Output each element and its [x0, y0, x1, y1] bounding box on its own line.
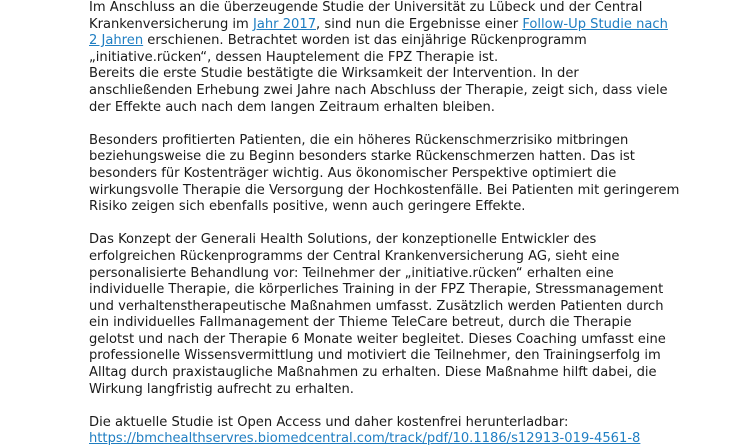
text-line: individuelle Therapie, die körperliches Training in der FPZ Therapie, Stressmanagement	[89, 282, 664, 298]
paragraph-concept	[89, 232, 739, 398]
text-line: Wirkung langfristig aufrecht zu erhalten.	[89, 381, 354, 397]
text-line: Bereits die erste Studie bestätigte die Wirksamkeit der Intervention. In der	[89, 66, 579, 82]
text-line: Besonders profitierten Patienten, die ein höheres Rückenschmerzrisiko mitbringen	[89, 132, 629, 148]
text-line: besonders für Kostenträger wichtig. Aus ökonomischer Perspektive optimiert die	[89, 165, 617, 181]
text-line: „initiative.rücken“, dessen Hauptelement die FPZ Therapie ist.	[89, 49, 499, 65]
text-line: Die aktuelle Studie ist Open Access und daher kostenfrei herunterladbar:	[89, 414, 569, 430]
text-line: ein individuelles Fallmanagement der Thieme TeleCare betreut, durch die Therapie	[89, 315, 632, 331]
link-study-pdf[interactable]: https://bmchealthservres.biomedcentral.com/track/pdf/10.1186/s12913-019-4561-8	[89, 431, 641, 447]
text-line: und verhaltenstherapeutische Maßnahmen umfasst. Zusätzlich werden Patienten durch	[89, 298, 664, 314]
text-line: 2 Jahren erschienen. Betrachtet worden ist das einjährige Rückenprogramm	[89, 33, 587, 49]
text-line: Alltag durch praxistaugliche Maßnahmen zu erhalten. Diese Maßnahme hilft dabei, die	[89, 365, 657, 381]
text-line: Im Anschluss an die überzeugende Studie der Universität zu Lübeck und der Central	[89, 0, 643, 15]
link-follow-up-study-continued[interactable]: 2 Jahren	[89, 33, 144, 49]
text-line: professionelle Wissensvermittlung und motiviert die Teilnehmer, den Trainingserfolg im	[89, 348, 661, 364]
text-line: Das Konzept der Generali Health Solutions, der konzeptionelle Entwickler des	[89, 232, 597, 248]
text-line: Krankenversicherung im Jahr 2017, sind nun die Ergebnisse einer Follow-Up Studie nach	[89, 16, 668, 32]
link-jahr-2017[interactable]: Jahr 2017	[252, 16, 317, 32]
text-line: Risiko zeigen sich ebenfalls positive, wenn auch geringere Effekte.	[89, 199, 526, 215]
text-line: beziehungsweise die zu Beginn besonders starke Rückenschmerzen hatten. Das ist	[89, 149, 635, 165]
paragraph-spacer	[89, 398, 739, 415]
text-line: der Effekte auch nach dem langen Zeitraum erhalten bleiben.	[89, 99, 495, 115]
text-line: wirkungsvolle Therapie die Versorgung der Hochkostenfälle. Bei Patienten mit geringerem	[89, 182, 680, 198]
paragraph-intro	[89, 0, 739, 116]
paragraph-spacer	[89, 216, 739, 233]
text-line: gelotst und nach der Therapie 6 Monate weiter begleitet. Dieses Coaching umfasst eine	[89, 331, 666, 347]
text-line: erfolgreichen Rückenprogramms der Central Krankenversicherung AG, sieht eine	[89, 248, 620, 264]
text-line: anschließenden Erhebung zwei Jahre nach Abschluss der Therapie, zeigt sich, dass viele	[89, 82, 668, 98]
text-line	[89, 431, 739, 448]
paragraph-spacer	[89, 116, 739, 133]
document-body	[89, 0, 739, 448]
link-follow-up-study[interactable]: Follow-Up Studie nach	[522, 16, 668, 32]
text-line: personalisierte Behandlung vor: Teilnehmer der „initiative.rücken“ erhalten eine	[89, 265, 614, 281]
paragraph-benefits	[89, 133, 739, 216]
paragraph-download	[89, 415, 739, 448]
